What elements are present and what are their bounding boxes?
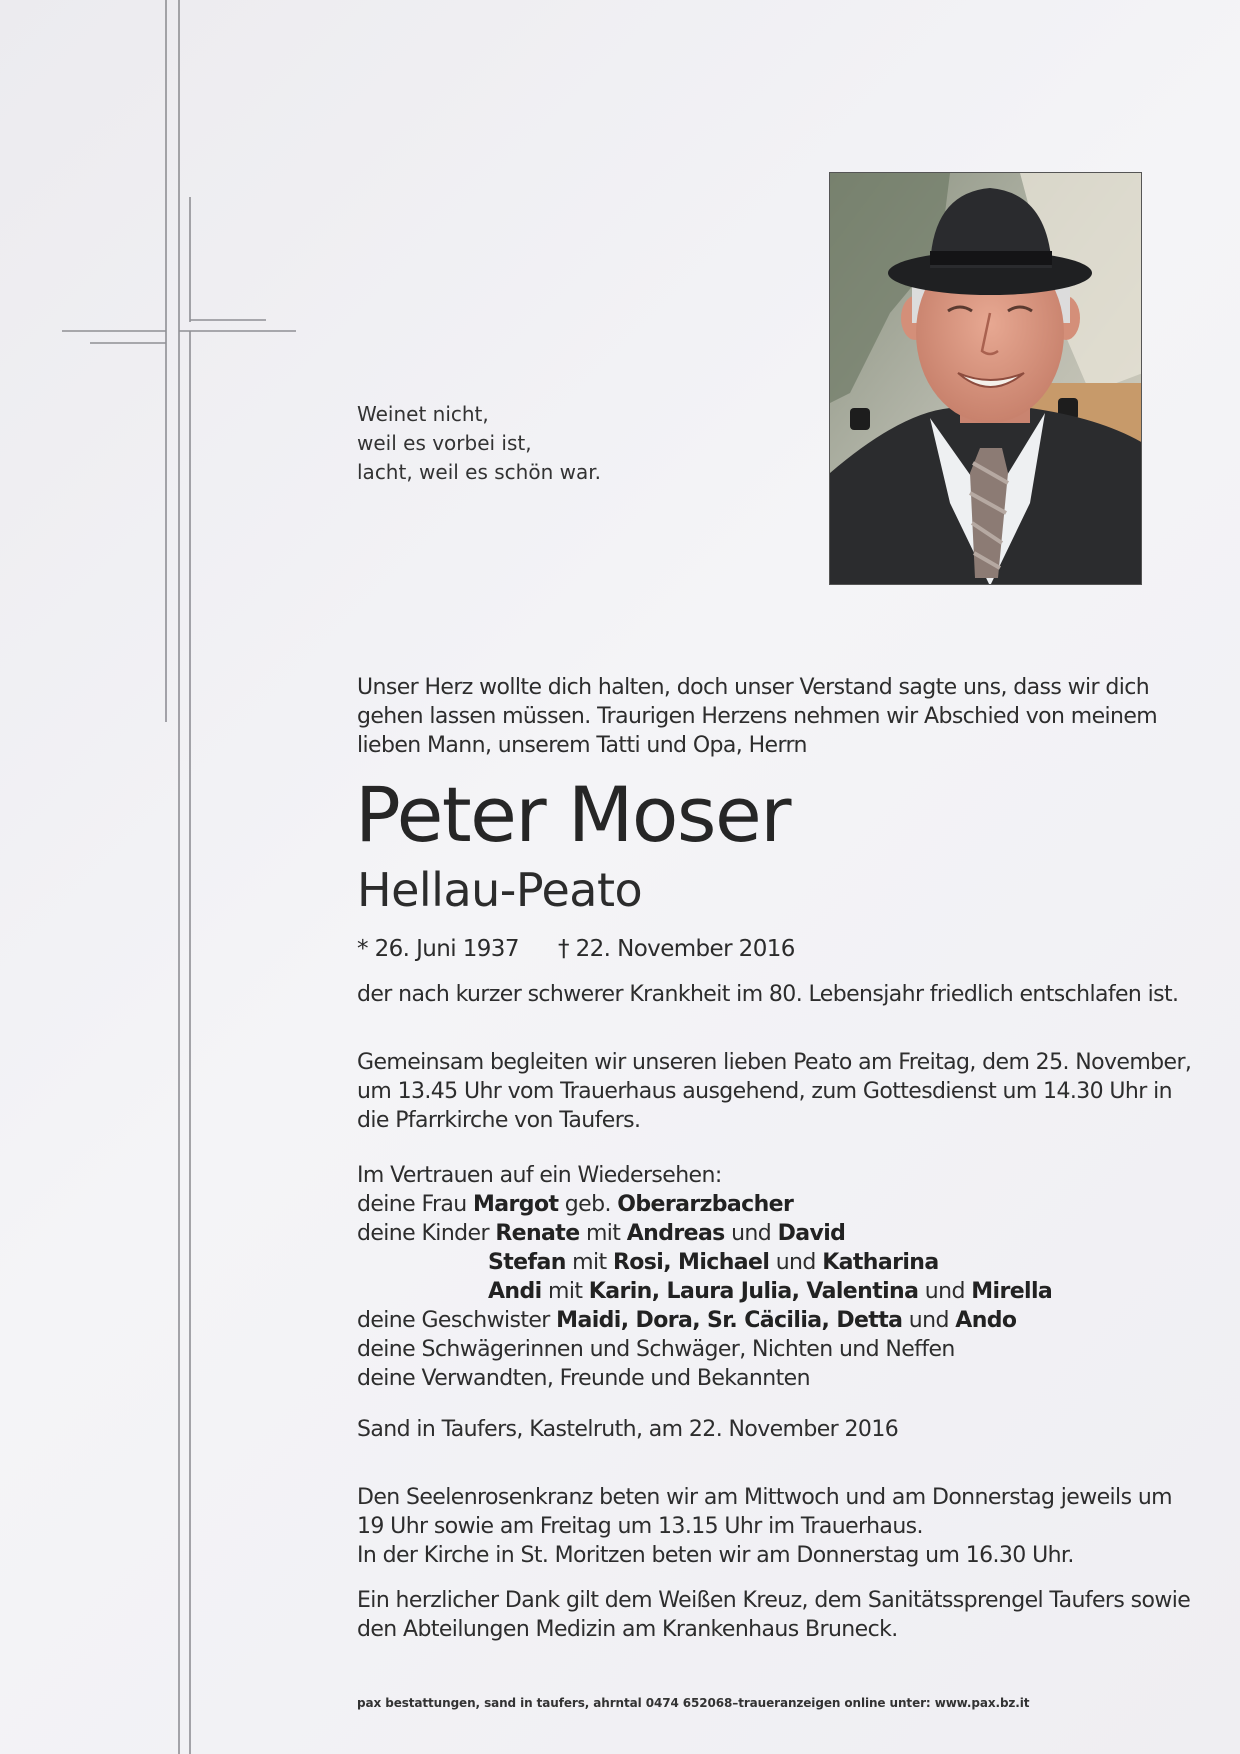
mourner-line-child [357,1248,1147,1277]
place-date [357,1415,1147,1444]
mourner-text: und [924,1279,965,1304]
mourner-name: Stefan [488,1250,566,1275]
mourner-name: Margot [473,1192,559,1217]
funeral-line: Gemeinsam begleiten wir unseren lieben Peato am Freitag, dem 25. November, [357,1050,1192,1075]
mourner-text: und [731,1221,772,1246]
cross-icon [0,0,300,1754]
mourners-list [357,1161,1147,1393]
portrait-image [830,173,1142,585]
mourner-name: Oberarzbacher [617,1192,794,1217]
death-note [357,980,1179,1009]
intro-line: lieben Mann, unserem Tatti und Opa, Herrn [357,733,807,758]
mourner-line-siblings [357,1306,1147,1335]
mourner-name: Andi [488,1279,542,1304]
thanks-line: den Abteilungen Medizin am Krankenhaus Bruneck. [357,1617,898,1642]
mourner-text: und [908,1308,949,1333]
mourner-name: Ando [955,1308,1017,1333]
mourner-name: Karin, Laura Julia, Valentina [588,1279,919,1304]
intro-line: Unser Herz wollte dich halten, doch unser Verstand sagte uns, dass wir dich [357,675,1150,700]
deceased-name: Peter Moser [355,770,791,859]
motto-line: weil es vorbei ist, [357,431,532,455]
mourner-text: mit [547,1279,583,1304]
mourner-name: Mirella [971,1279,1053,1304]
rosary-paragraph [357,1483,1173,1570]
place-date-line: Sand in Taufers, Kastelruth, am 22. November 2016 [357,1417,899,1442]
rosary-line: Den Seelenrosenkranz beten wir am Mittwoch und am Donnerstag jeweils um [357,1485,1173,1510]
mourner-prefix: deine Frau [357,1192,467,1217]
mourner-name: Maidi, Dora, Sr. Cäcilia, Detta [556,1308,903,1333]
funeral-paragraph [357,1048,1192,1135]
thanks-line: Ein herzlicher Dank gilt dem Weißen Kreuz, dem Sanitätssprengel Taufers sowie [357,1588,1191,1613]
thanks-paragraph [357,1586,1191,1644]
mourner-prefix: deine Kinder [357,1221,489,1246]
mourner-name: Rosi, Michael [612,1250,770,1275]
footer-imprint: pax bestattungen, sand in taufers, ahrntal 0474 652068–traueranzeigen online unter: www.pax.bz.it [357,1696,1030,1710]
death-date: † 22. November 2016 [558,936,795,962]
portrait-photo [829,172,1142,585]
motto-line: lacht, weil es schön war. [357,460,601,484]
mourner-name: David [777,1221,846,1246]
mourner-text: mit [585,1221,621,1246]
mourner-line-others: deine Verwandten, Freunde und Bekannten [357,1366,810,1391]
mourner-name: Andreas [626,1221,725,1246]
intro-line: gehen lassen müssen. Traurigen Herzens nehmen wir Abschied von meinem [357,704,1158,729]
rosary-line: In der Kirche in St. Moritzen beten wir am Donnerstag um 16.30 Uhr. [357,1543,1074,1568]
intro-paragraph [357,673,1158,760]
mourner-text: geb. [564,1192,611,1217]
mourner-text: mit [572,1250,607,1275]
mourner-prefix: deine Geschwister [357,1308,550,1333]
funeral-line: um 13.45 Uhr vom Trauerhaus ausgehend, zum Gottesdienst um 14.30 Uhr in [357,1079,1172,1104]
mourner-line-wife [357,1190,1147,1219]
mourner-text: und [775,1250,816,1275]
motto-line: Weinet nicht, [357,402,489,426]
mourner-line-child [357,1277,1147,1306]
rosary-line: 19 Uhr sowie am Freitag um 13.15 Uhr im Trauerhaus. [357,1514,923,1539]
birth-date: * 26. Juni 1937 [357,936,519,962]
death-note-line: der nach kurzer schwerer Krankheit im 80. Lebensjahr friedlich entschlafen ist. [357,982,1179,1007]
mourner-name: Katharina [822,1250,939,1275]
mourners-heading: Im Vertrauen auf ein Wiedersehen: [357,1163,722,1188]
motto [357,400,601,487]
funeral-line: die Pfarrkirche von Taufers. [357,1108,641,1133]
house-name: Hellau-Peato [357,863,643,917]
mourner-line-child [357,1219,1147,1248]
mourner-line-inlaws: deine Schwägerinnen und Schwäger, Nichten und Neffen [357,1337,955,1362]
mourner-name: Renate [495,1221,580,1246]
